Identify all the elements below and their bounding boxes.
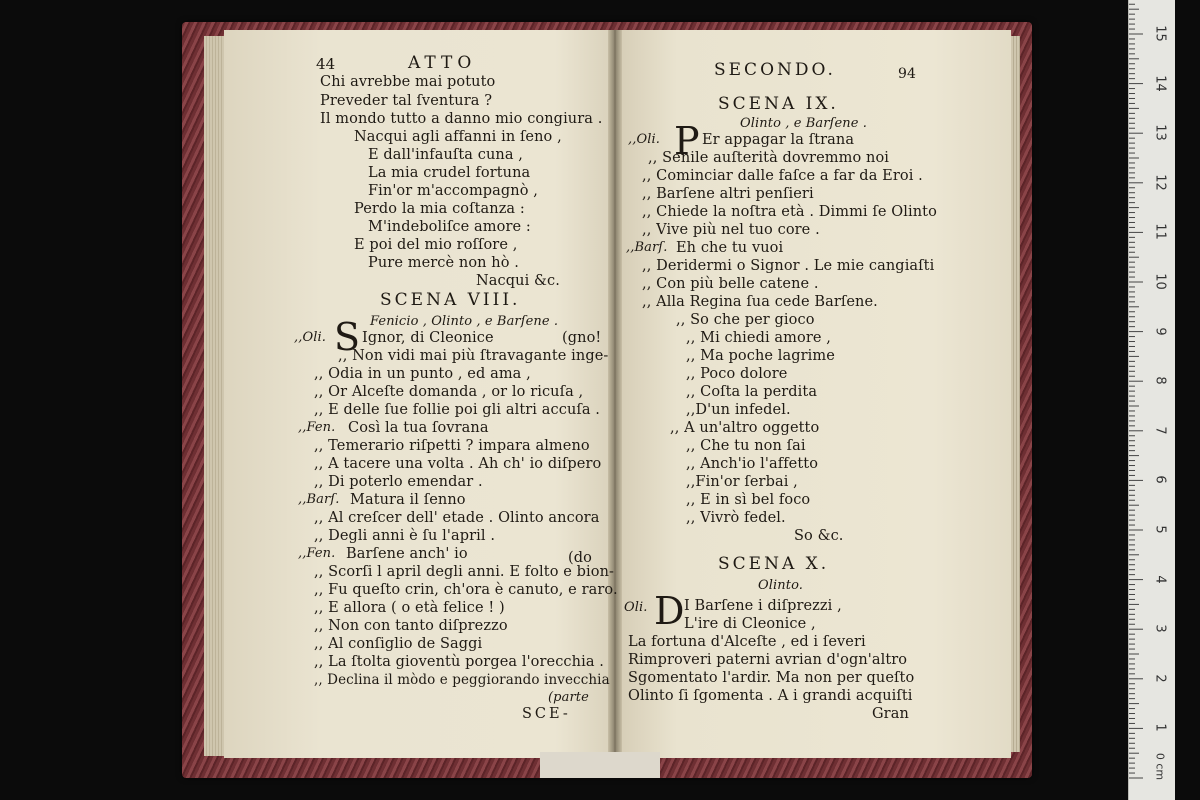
verse-line: ,, Non con tanto diſprezzo — [314, 618, 508, 634]
ruler-unit-label: 0 cm — [1153, 752, 1167, 781]
scene-characters: Olinto. — [758, 578, 804, 593]
ruler-number: 10 — [1152, 273, 1168, 290]
drop-cap: P — [674, 119, 700, 163]
aria-line: ,, So che per gioco — [676, 312, 815, 328]
aria-line: ,, Coſta la perdita — [686, 384, 818, 400]
speaker-label: ,,Oli. — [294, 330, 326, 345]
verse-line: Fin'or m'accompagnò , — [368, 183, 538, 199]
speaker-label: Oli. — [624, 600, 648, 615]
scene-title: SCENA IX. — [718, 94, 839, 114]
verse-line: ,, Fu queſto crin, ch'ora è canuto, e raro. — [314, 582, 618, 598]
verse-line: Matura il ſenno — [350, 492, 466, 508]
speaker-label: ,,Fen. — [298, 546, 336, 561]
verse-line: ,, Di poterlo emendar . — [314, 474, 483, 490]
drop-cap: D — [654, 589, 685, 633]
ruler-number: 9 — [1152, 326, 1168, 336]
verse-line: La mia crudel fortuna — [368, 165, 531, 181]
scene-characters: Olinto , e Barſene . — [740, 116, 867, 131]
book-gutter — [608, 30, 622, 758]
speaker-label: ,,Barſ. — [298, 492, 340, 507]
drop-cap: S — [334, 315, 361, 359]
verse-line: Rimproveri paterni avrian d'ogn'altro — [628, 652, 908, 668]
verse-line: Pure mercè non hò . — [368, 255, 519, 271]
catchword: SCE- — [522, 706, 571, 722]
measuring-ruler — [1128, 0, 1175, 800]
verse-line: ,, Degli anni è ſu l'april . — [314, 528, 496, 544]
ruler-number: 14 — [1152, 74, 1168, 92]
verse-line: ,, Con più belle catene . — [642, 276, 819, 292]
verse-wrap: (gno! — [562, 330, 602, 346]
ruler-number: 6 — [1152, 475, 1168, 485]
ruler-number: 7 — [1152, 426, 1168, 435]
ruler-number: 3 — [1152, 624, 1168, 633]
running-head: ATTO — [408, 53, 477, 73]
verse-line: ,, Al creſcer dell' etade . Olinto ancora — [314, 510, 600, 526]
verse-line: Chi avrebbe mai potuto — [320, 74, 496, 90]
scene-title: SCENA VIII. — [380, 290, 521, 310]
verse-line: La fortuna d'Alceſte , ed i ſeveri — [628, 634, 866, 650]
verse-line: ,, Odia in un punto , ed ama , — [314, 366, 531, 382]
ruler-number: 5 — [1152, 525, 1168, 534]
ruler-number: 12 — [1152, 174, 1168, 191]
aria-line: ,,Fin'or ſerbai , — [686, 474, 798, 490]
ruler-number: 13 — [1152, 124, 1168, 141]
page-number: 94 — [898, 66, 917, 82]
verse-line: Perdo la mia coſtanza : — [354, 201, 525, 217]
catchword: Gran — [872, 706, 909, 722]
verse-wrap: (parte — [548, 690, 589, 705]
verse-line: ,, Or Alceſte domanda , or lo ricuſa , — [314, 384, 584, 400]
verse-line: E dall'infauſta cuna , — [368, 147, 524, 163]
verse-line: E poi del mio roſſore , — [354, 237, 518, 253]
speaker-label: ,,Oli. — [628, 132, 660, 147]
speaker-label: ,,Barſ. — [626, 240, 668, 255]
verse-line: ,, La ſtolta gioventù porgea l'orecchia . — [314, 654, 604, 670]
verse-line: ,, E allora ( o età felice ! ) — [314, 600, 505, 616]
verse-line: ,, E delle ſue follie poi gli altri accuſa . — [314, 402, 601, 418]
verse-line: Così la tua ſovrana — [348, 420, 489, 436]
aria-line: ,,D'un infedel. — [686, 402, 791, 418]
verse-line: ,, Non vidi mai più ſtravagante inge- — [338, 348, 609, 364]
binding-tape — [540, 752, 660, 778]
aria-line: ,, Mi chiedi amore , — [686, 330, 831, 346]
verse-line: M'indeboliſce amore : — [368, 219, 531, 235]
verse-line: Barſene anch' io — [346, 546, 468, 562]
verse-line: ,, Scorſi l april degli anni. E folto e bion- — [314, 564, 615, 580]
verse-line: ,, Alla Regina ſua cede Barſene. — [642, 294, 878, 310]
verse-line: Olinto ſi ſgomenta . A i grandi acquiſti — [628, 688, 913, 704]
verse-line: Preveder tal ſventura ? — [320, 93, 493, 109]
verse-line: ,, Declina il mòdo e peggiorando invecchia — [314, 672, 610, 688]
scene-characters: Fenicio , Olinto , e Barſene . — [370, 314, 559, 329]
ruler-number: 4 — [1152, 574, 1168, 584]
verse-line: Nacqui agli affanni in ſeno , — [354, 129, 562, 145]
verse-line: Sgomentato l'ardir. Ma non per queſto — [628, 670, 915, 686]
aria-line: ,, Che tu non ſai — [686, 438, 806, 454]
aria-line: ,, A un'altro oggetto — [670, 420, 820, 436]
ruler-number: 15 — [1152, 25, 1168, 42]
aria-line: ,, Ma poche lagrime — [686, 348, 835, 364]
verse-wrap: (do — [568, 550, 592, 566]
verse-line: ,, Al conſiglio de Saggi — [314, 636, 483, 652]
aria-line: ,, Anch'io l'affetto — [686, 456, 819, 472]
scene-title: SCENA X. — [718, 554, 830, 574]
running-head: SECONDO. — [714, 60, 836, 80]
verse-line: ,, Barſene altri penſieri — [642, 186, 814, 202]
verse-line: Nacqui &c. — [476, 273, 560, 289]
speaker-label: ,,Fen. — [298, 420, 336, 435]
verse-line: ,, Vive più nel tuo core . — [642, 222, 820, 238]
aria-line: ,, E in sì bel foco — [686, 492, 811, 508]
aria-line: ,, Vivrò fedel. — [686, 510, 786, 526]
aria-end: So &c. — [794, 528, 844, 544]
ruler-number: 1 — [1152, 723, 1168, 733]
left-page-edges — [204, 36, 226, 756]
verse-line: ,, Deridermi o Signor . Le mie cangiaſti — [642, 258, 935, 274]
verse-line: ,, Chiede la noſtra età . Dimmi ſe Olinto — [642, 204, 937, 220]
verse-line: Er appagar la ſtrana — [702, 132, 855, 148]
verse-line: Il mondo tutto a danno mio congiura . — [320, 111, 603, 127]
verse-line: I Barſene i diſprezzi , — [684, 598, 842, 614]
ruler-number: 2 — [1152, 674, 1168, 683]
ruler-number: 11 — [1152, 223, 1168, 241]
verse-line: ,, Cominciar dalle faſce a far da Eroi . — [642, 168, 923, 184]
aria-line: ,, Poco dolore — [686, 366, 788, 382]
verse-line: ,, Senile auſterità dovremmo noi — [648, 150, 890, 166]
verse-line: Eh che tu vuoi — [676, 240, 784, 256]
verse-line: L'ire di Cleonice , — [684, 616, 816, 632]
verse-line: Ignor, di Cleonice — [362, 330, 494, 346]
verse-line: ,, Temerario riſpetti ? impara almeno — [314, 438, 590, 454]
page-number: 44 — [316, 55, 336, 73]
ruler-number: 8 — [1152, 376, 1168, 385]
verse-line: ,, A tacere una volta . Ah ch' io diſpero — [314, 456, 602, 472]
